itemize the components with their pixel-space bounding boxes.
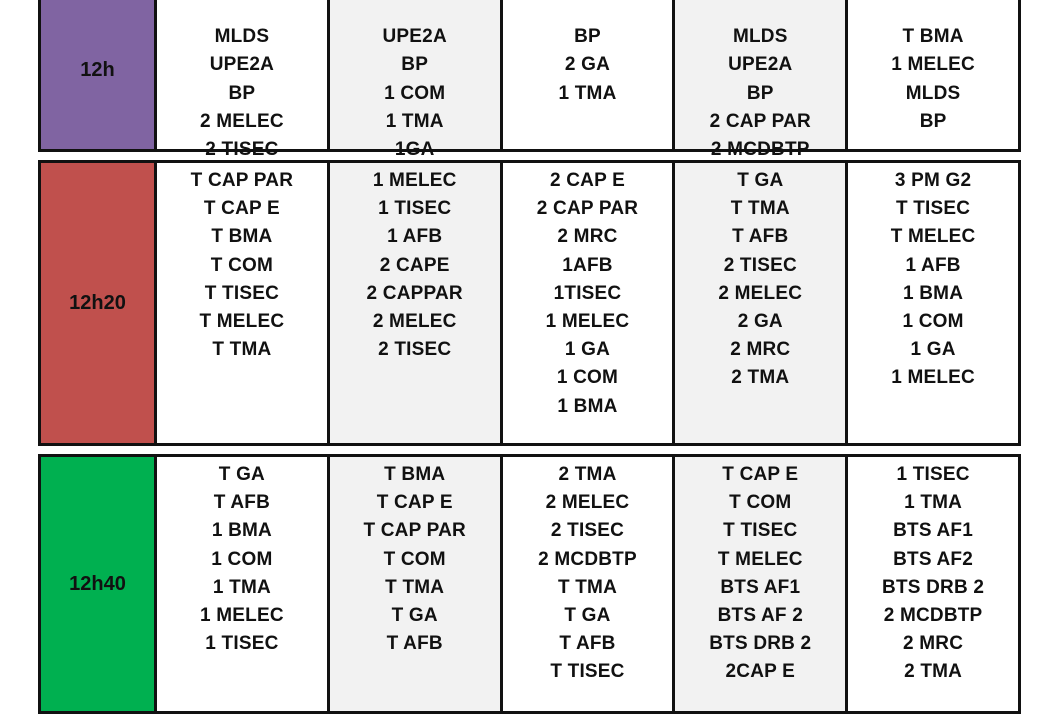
class-entry: BTS AF2 xyxy=(893,548,974,570)
class-entry: BP xyxy=(574,26,601,48)
class-entry: 1AFB xyxy=(562,254,613,276)
class-entry: 2 MRC xyxy=(903,633,964,655)
schedule-column-4 xyxy=(672,163,845,443)
class-entry: T TISEC xyxy=(895,198,971,220)
schedule-column-5 xyxy=(845,457,1018,711)
class-entry: T GA xyxy=(564,605,611,627)
class-entry: T GA xyxy=(391,605,438,627)
class-entry: T CAP PAR xyxy=(363,520,466,542)
class-entry: T COM xyxy=(210,254,273,276)
class-entry: 1 TISEC xyxy=(896,464,970,485)
class-entry: T COM xyxy=(383,548,446,570)
time-slot-label: 12h40 xyxy=(41,457,157,711)
schedule-column-4 xyxy=(672,0,845,161)
class-entry: 2 MELEC xyxy=(372,311,457,333)
class-entry: T MELEC xyxy=(717,548,803,570)
class-entry: T CAP E xyxy=(376,492,453,514)
class-entry: T TISEC xyxy=(723,520,798,542)
class-entry: 1 COM xyxy=(902,311,964,333)
class-entry: T AFB xyxy=(732,226,789,248)
class-entry: 2 TMA xyxy=(731,367,790,389)
class-entry: 2 MRC xyxy=(557,226,618,248)
class-entry: 1 TMA xyxy=(212,576,271,598)
class-entry: T TISEC xyxy=(550,661,625,683)
class-entry: T TISEC xyxy=(204,282,280,304)
class-entry: UPE2A xyxy=(728,54,793,76)
class-entry: T TMA xyxy=(212,339,272,361)
class-entry: T GA xyxy=(737,170,784,191)
schedule-column-5 xyxy=(845,163,1018,443)
class-entry: UPE2A xyxy=(209,54,275,76)
class-entry: 1 MELEC xyxy=(891,54,975,76)
class-entry: 1 GA xyxy=(910,339,956,361)
class-entry: 1 TMA xyxy=(904,492,963,514)
class-entry: MLDS xyxy=(732,26,788,48)
class-entry: 2 MCDBTP xyxy=(710,139,810,161)
class-entry: 2CAP E xyxy=(725,661,796,683)
class-entry: 2 CAPPAR xyxy=(366,282,463,304)
class-entry: BTS AF1 xyxy=(720,576,801,598)
class-entry: BP xyxy=(746,82,774,104)
class-entry: T TMA xyxy=(730,198,790,220)
class-entry: T CAP E xyxy=(203,198,280,220)
class-entry: T MELEC xyxy=(199,311,285,333)
class-entry: BP xyxy=(919,110,947,132)
class-entry: 1 GA xyxy=(564,339,611,361)
class-entry: T AFB xyxy=(386,633,443,655)
class-entry: 2 CAP PAR xyxy=(536,198,639,220)
schedule-column-1 xyxy=(157,0,327,161)
schedule-column-5 xyxy=(845,0,1018,149)
class-entry: MLDS xyxy=(905,82,961,104)
slot-block-3 xyxy=(38,454,1021,714)
class-entry: 2 CAPE xyxy=(379,254,450,276)
class-entry: 1 MELEC xyxy=(545,311,630,333)
class-entry: 2 MELEC xyxy=(200,110,284,132)
class-entry xyxy=(157,0,327,23)
class-entry: 1 AFB xyxy=(387,226,443,248)
class-entry: 3 PM G2 xyxy=(894,170,972,191)
class-entry: MLDS xyxy=(214,26,270,48)
class-entry: 1 BMA xyxy=(557,395,618,417)
class-entry: 1 COM xyxy=(211,548,273,570)
time-slot-label: 12h20 xyxy=(41,163,157,443)
class-entry: 1TISEC xyxy=(553,282,622,304)
schedule-column-2 xyxy=(327,457,500,711)
class-entry: 2 MCDBTP xyxy=(883,605,983,627)
class-entry: 1 COM xyxy=(556,367,619,389)
class-entry: 2 TISEC xyxy=(723,254,797,276)
class-entry: 1 BMA xyxy=(211,520,272,542)
class-entry: T BMA xyxy=(211,226,273,248)
class-entry: UPE2A xyxy=(382,26,447,48)
class-entry: BTS AF1 xyxy=(893,520,974,542)
class-entry: 1GA xyxy=(394,139,435,161)
schedule-column-3 xyxy=(500,163,673,443)
class-entry xyxy=(503,0,673,23)
class-entry: T COM xyxy=(729,492,792,514)
schedule-column-2 xyxy=(327,163,500,443)
time-slot-label: 12h xyxy=(41,0,157,149)
class-entry: 2 CAP PAR xyxy=(709,110,811,132)
class-entry: 2 MRC xyxy=(730,339,791,361)
class-entry: 1 TISEC xyxy=(205,633,279,655)
class-entry: 2 CAP E xyxy=(550,170,625,191)
class-entry: 1 TISEC xyxy=(378,198,452,220)
timetable xyxy=(38,0,1021,714)
class-entry: 1 COM xyxy=(384,82,446,104)
class-entry: T CAP E xyxy=(722,464,799,485)
class-entry: T GA xyxy=(218,464,265,485)
class-entry: BTS AF 2 xyxy=(717,605,803,627)
schedule-column-4 xyxy=(672,457,845,711)
class-entry: 2 TMA xyxy=(558,464,617,485)
class-entry: T TMA xyxy=(557,576,618,598)
schedule-column-2 xyxy=(327,0,500,161)
class-entry: 2 TISEC xyxy=(205,139,279,161)
slot-block-2 xyxy=(38,160,1021,446)
class-entry: T AFB xyxy=(213,492,271,514)
class-entry xyxy=(848,0,1018,23)
class-entry: 1 MELEC xyxy=(200,605,284,627)
class-entry: 2 MELEC xyxy=(718,282,803,304)
class-entry: T MELEC xyxy=(890,226,976,248)
class-entry: T CAP PAR xyxy=(190,170,294,191)
class-entry: 2 TMA xyxy=(904,661,963,683)
class-entry: 1 TMA xyxy=(385,110,444,132)
class-entry xyxy=(675,0,845,23)
class-entry: BTS DRB 2 xyxy=(709,633,812,655)
schedule-column-3 xyxy=(500,0,673,149)
class-entry: 1 AFB xyxy=(905,254,961,276)
slot-block-1 xyxy=(38,0,1021,161)
class-entry: 1 BMA xyxy=(903,282,964,304)
class-entry: T BMA xyxy=(902,26,964,48)
class-entry: 2 GA xyxy=(737,311,783,333)
schedule-column-1 xyxy=(157,163,327,443)
class-entry: 1 TMA xyxy=(558,82,617,104)
class-entry: 2 MELEC xyxy=(545,492,630,514)
class-entry: T AFB xyxy=(559,633,616,655)
class-entry: BP xyxy=(401,54,429,76)
class-entry: BP xyxy=(228,82,256,104)
schedule-column-3 xyxy=(500,457,673,711)
class-entry: 2 MCDBTP xyxy=(538,548,637,570)
class-entry: T TMA xyxy=(385,576,445,598)
class-entry: BTS DRB 2 xyxy=(882,576,985,598)
class-entry: 2 TISEC xyxy=(550,520,625,542)
class-entry: 2 GA xyxy=(564,54,611,76)
class-entry: T BMA xyxy=(384,464,446,485)
class-entry: 2 TISEC xyxy=(378,339,452,361)
class-entry: 1 MELEC xyxy=(372,170,457,191)
class-entry: 1 MELEC xyxy=(891,367,975,389)
schedule-column-1 xyxy=(157,457,327,711)
class-entry xyxy=(330,0,500,23)
